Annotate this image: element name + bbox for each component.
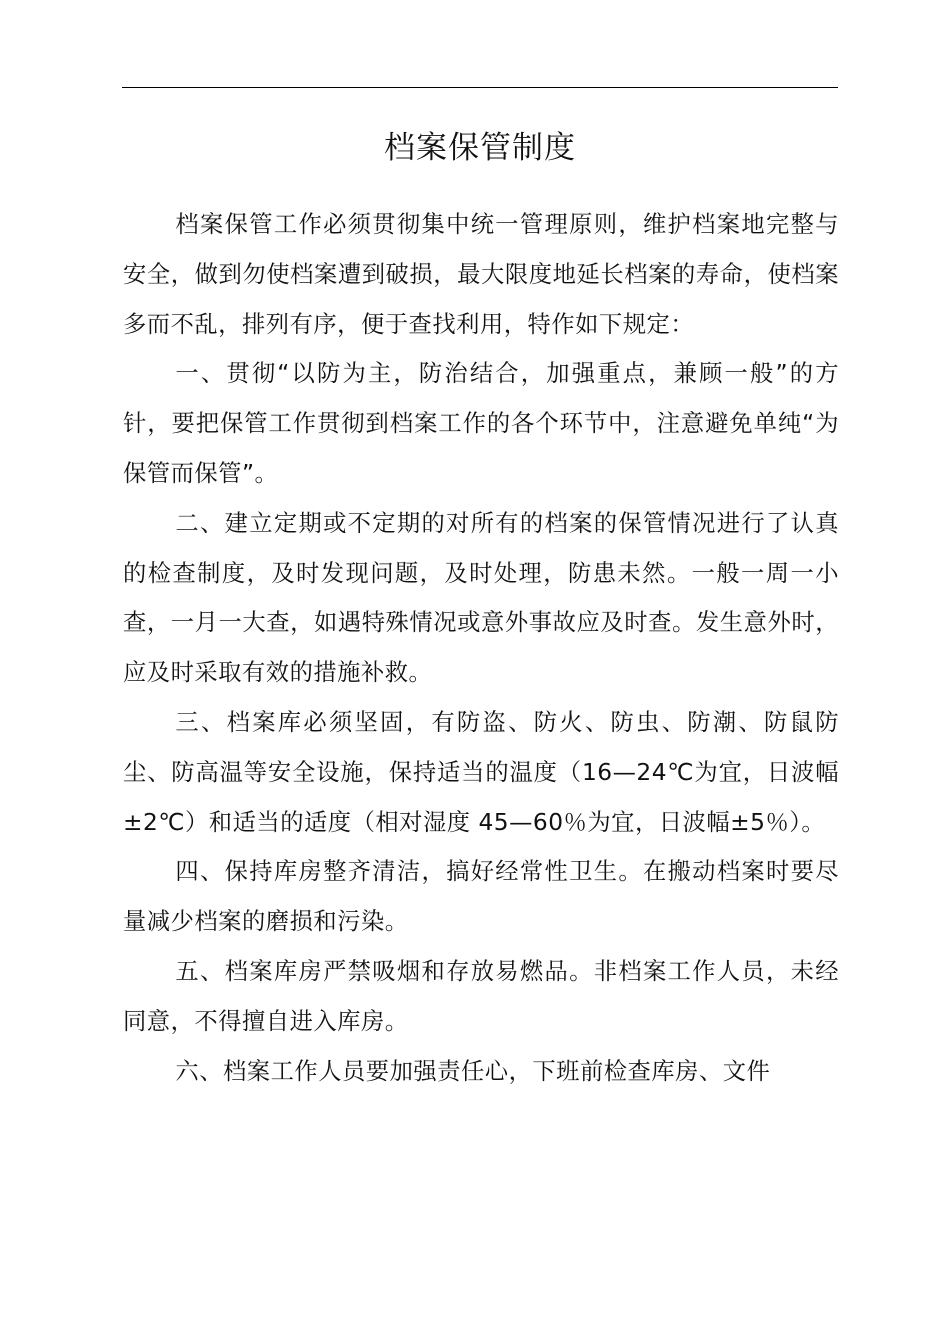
paragraph-item-1: 一、贯彻“以防为主，防治结合，加强重点，兼顾一般”的方针，要把保管工作贯彻到档案工作的各个环节中，注意避免单纯“为保管而保管”。 — [123, 360, 839, 487]
document-body — [123, 200, 839, 1096]
paragraph-item-4: 四、保持库房整齐清洁，搞好经常性卫生。在搬动档案时要尽量减少档案的磨损和污染。 — [123, 858, 839, 936]
paragraph-item-3: 三、档案库必须坚固，有防盗、防火、防虫、防潮、防鼠防尘、防高温等安全设施，保持适当的温度（16—24℃为宜，日波幅±2℃）和适当的适度（相对湿度 45—60％为宜，日波幅±5％）。 — [123, 708, 839, 836]
paragraph-item-2: 二、建立定期或不定期的对所有的档案的保管情况进行了认真的检查制度，及时发现问题，及时处理，防患未然。一般一周一小查，一月一大查，如遇特殊情况或意外事故应及时查。发生意外时，应及时采取有效的措施补救。 — [123, 509, 839, 687]
header-rule — [122, 87, 838, 88]
paragraph-item-6: 六、档案工作人员要加强责任心，下班前检查库房、文件 — [175, 1057, 771, 1085]
paragraph-item-5: 五、档案库房严禁吸烟和存放易燃品。非档案工作人员，未经同意，不得擅自进入库房。 — [123, 957, 839, 1035]
paragraph-intro: 档案保管工作必须贯彻集中统一管理原则，维护档案地完整与安全，做到勿使档案遭到破损，最大限度地延长档案的寿命，使档案多而不乱，排列有序，便于查找利用，特作如下规定： — [123, 211, 839, 338]
document-title: 档案保管制度 — [384, 130, 576, 166]
